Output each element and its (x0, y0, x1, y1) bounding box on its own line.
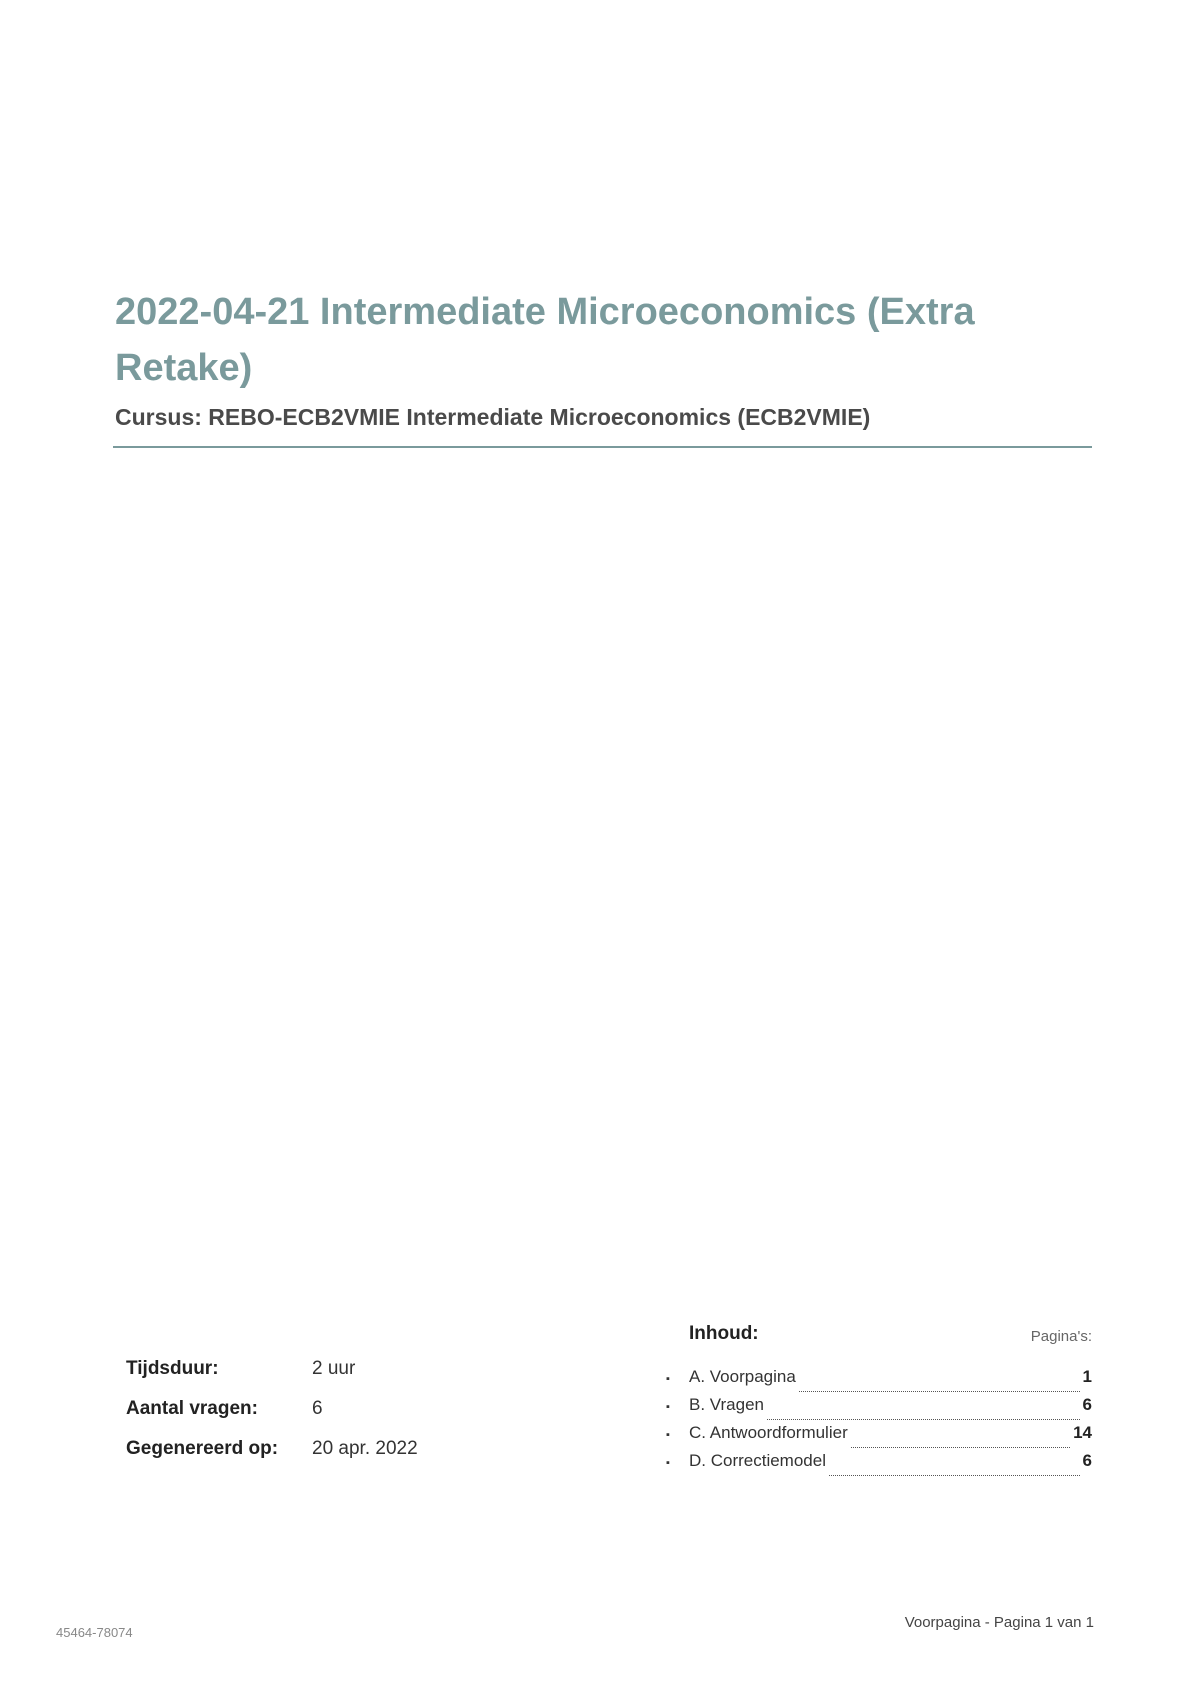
toc-item-page: 14 (1073, 1423, 1092, 1442)
dot-leader (767, 1407, 1080, 1420)
document-title: 2022-04-21 Intermediate Microeconomics (Extra Retake) (115, 291, 975, 389)
questions-row (126, 1398, 546, 1438)
bullet-icon: ▪ (666, 1429, 670, 1441)
generated-row (126, 1438, 546, 1478)
bullet-icon: ▪ (666, 1457, 670, 1469)
generated-label: Gegenereerd op: (126, 1438, 279, 1459)
duration-row (126, 1358, 546, 1398)
toc-item-correctiemodel (662, 1451, 1092, 1479)
toc-item-label: C. Antwoordformulier (689, 1423, 848, 1442)
toc-item-label: A. Voorpagina (689, 1367, 796, 1386)
page-indicator: Voorpagina - Pagina 1 van 1 (904, 1614, 1094, 1631)
questions-label: Aantal vragen: (126, 1398, 258, 1419)
generated-value: 20 apr. 2022 (312, 1438, 418, 1459)
document-id: 45464-78074 (56, 1625, 133, 1640)
dot-leader (829, 1463, 1080, 1476)
toc-header (662, 1323, 1092, 1367)
bullet-icon: ▪ (666, 1401, 670, 1413)
exam-info (126, 1358, 546, 1478)
duration-value: 2 uur (312, 1358, 356, 1379)
toc-pages-label: Pagina's: (1030, 1328, 1092, 1345)
table-of-contents (662, 1323, 1092, 1479)
toc-item-page: 6 (1082, 1451, 1092, 1470)
toc-item-label: D. Correctiemodel (689, 1451, 826, 1470)
toc-item-page: 6 (1082, 1395, 1092, 1414)
title-block (115, 284, 1095, 432)
toc-item-voorpagina (662, 1367, 1092, 1395)
dot-leader (851, 1435, 1070, 1448)
toc-title: Inhoud: (689, 1323, 759, 1344)
dot-leader (799, 1379, 1080, 1392)
toc-item-antwoordformulier (662, 1423, 1092, 1451)
bullet-icon: ▪ (666, 1373, 670, 1385)
toc-item-page: 1 (1082, 1367, 1092, 1386)
toc-list (662, 1367, 1092, 1479)
duration-label: Tijdsduur: (126, 1358, 219, 1379)
course-subtitle: Cursus: REBO-ECB2VMIE Intermediate Microeconomics (ECB2VMIE) (115, 404, 871, 430)
toc-item-label: B. Vragen (689, 1395, 764, 1414)
toc-item-vragen (662, 1395, 1092, 1423)
questions-value: 6 (312, 1398, 323, 1419)
title-divider (113, 446, 1092, 448)
